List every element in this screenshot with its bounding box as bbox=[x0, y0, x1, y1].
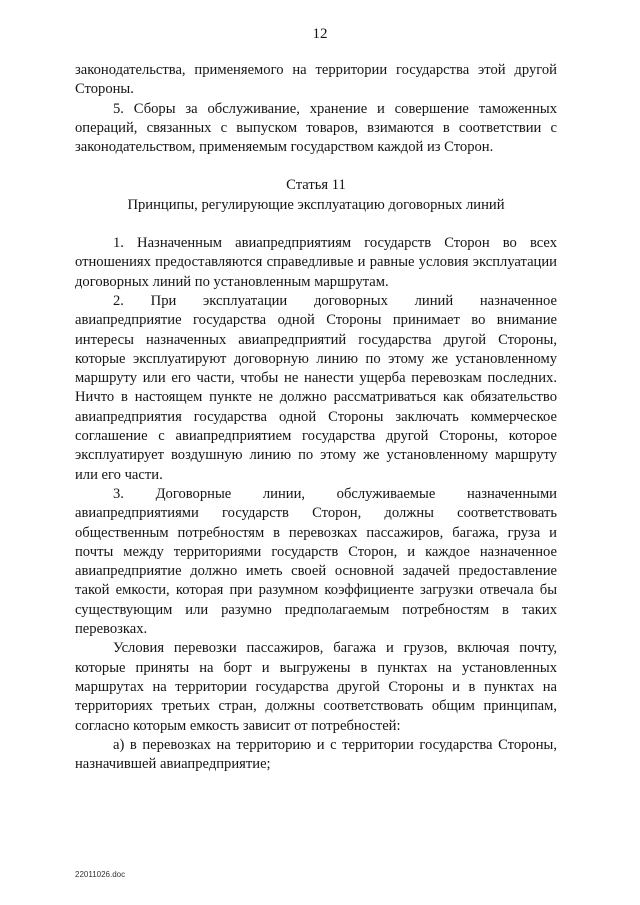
page-number: 12 bbox=[312, 26, 328, 42]
document-filename: 22011026.doc bbox=[75, 870, 126, 879]
paragraph-item-1: 1. Назначенным авиапредприятиям государств Сторон во всех отношениях предоставляются справедливые и равные условия эксплуатации договорных линий по установленным маршрутам. bbox=[75, 235, 557, 290]
paragraph-conditions: Условия перевозки пассажиров, багажа и грузов, включая почту, которые приняты на борт и выгружены в пунктах на установленных маршрутах на территории государства другой Стороны и в пунктах на территориях третьих стран, должны соответствовать общим принципам, согласно которым емкость зависит от потребностей: bbox=[75, 640, 557, 734]
paragraph-item-2: авиапредприятие государства одной Стороны принимает во внимание интересы назначенных авиапредприятий государства другой Стороны, которые эксплуатируют договорную линию по этому же установленному маршруту или его части, чтобы не нанести ущерба перевозкам последних. Ничто в настоящем пункте не должно рассматриваться как обязательство авиапредприятия государства одной Стороны заключать коммерческое соглашение с авиапредприятием государства другой Стороны, которое эксплуатирует воздушную линию по этому же установленному маршруту или его части. bbox=[75, 312, 557, 483]
paragraph-item-3: авиапредприятиями государств Сторон, должны соответствовать общественным потребностям в перевозках пассажиров, багажа, груза и почты между территориями государств Сторон, и каждое назначенное авиапредприятие должно иметь своей основной задачей предоставление такой емкости, которая при разумном коэффициенте загрузки отвечала бы существующим или разумно предполагаемым потребностям в таких перевозках. bbox=[75, 505, 557, 638]
paragraph-item-2-first-line: 2. При эксплуатации договорных линий назначенное bbox=[113, 292, 557, 309]
document-body bbox=[75, 61, 557, 774]
paragraph-subitem-a: а) в перевозках на территорию и с территории государства Стороны, назначившей авиапредприятие; bbox=[75, 736, 557, 773]
paragraph-continuation: законодательства, применяемого на территории государства этой другой Стороны. bbox=[75, 62, 557, 98]
paragraph-item-5: 5. Сборы за обслуживание, хранение и совершение таможенных операций, связанных с выпуском товаров, взимаются в соответствии с законодательством, применяемым государством каждой из Сторон. bbox=[75, 100, 557, 156]
article-title: Принципы, регулирующие эксплуатацию договорных линий bbox=[127, 196, 505, 213]
article-number: Статья 11 bbox=[286, 177, 346, 194]
paragraph-item-3-first-line: 3. Договорные линии, обслуживаемые назначенными bbox=[113, 485, 557, 502]
